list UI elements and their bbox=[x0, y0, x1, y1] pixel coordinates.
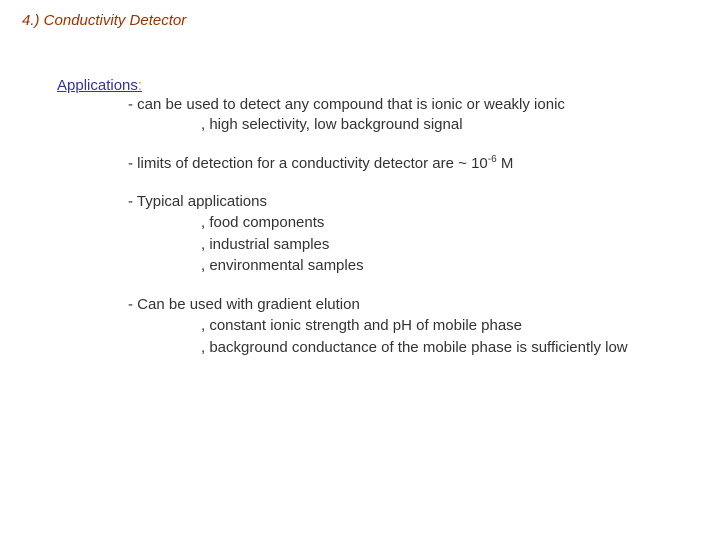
sub-bullet-environmental: , environmental samples bbox=[201, 257, 364, 274]
detection-limit-unit: M bbox=[496, 155, 514, 172]
sub-bullet-selectivity: , high selectivity, low background signal bbox=[201, 116, 463, 133]
sub-bullet-industrial: , industrial samples bbox=[201, 236, 330, 253]
bullet-typical-applications: - Typical applications bbox=[128, 193, 267, 210]
section-heading-text: Applications bbox=[57, 77, 138, 94]
sub-bullet-background-conductance: , background conductance of the mobile phase is sufficiently low bbox=[201, 339, 628, 356]
bullet-detection-limit bbox=[128, 155, 513, 173]
detection-limit-text: - limits of detection for a conductivity detector are ~ 10 bbox=[128, 155, 488, 172]
sub-bullet-ionic-strength: , constant ionic strength and pH of mobile phase bbox=[201, 317, 523, 334]
detection-limit-exponent: -6 bbox=[487, 154, 497, 165]
bullet-gradient-elution: - Can be used with gradient elution bbox=[128, 296, 360, 313]
slide-title: 4.) Conductivity Detector bbox=[22, 12, 187, 29]
sub-bullet-food: , food components bbox=[201, 214, 325, 231]
section-heading-colon: : bbox=[137, 77, 143, 94]
section-heading bbox=[57, 77, 142, 94]
bullet-ionic: - can be used to detect any compound that is ionic or weakly ionic bbox=[128, 96, 565, 113]
